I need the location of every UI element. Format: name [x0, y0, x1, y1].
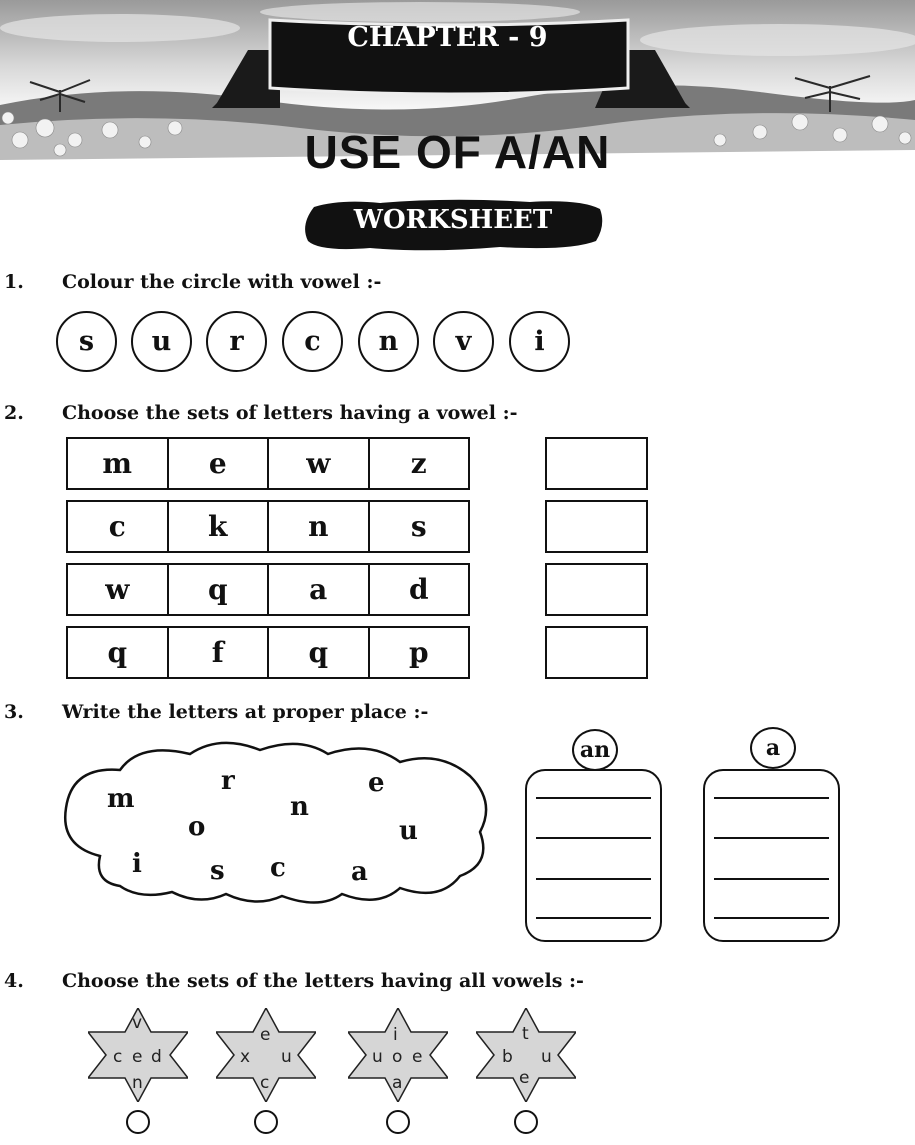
- star-letter: o: [392, 1047, 403, 1067]
- q3-instruction: Write the letters at proper place :-: [62, 701, 429, 723]
- cloud-letter: i: [132, 849, 142, 879]
- answer-circle[interactable]: [126, 1110, 150, 1134]
- writing-line[interactable]: [714, 797, 829, 799]
- letter-cell: m: [68, 439, 169, 488]
- letter-circle[interactable]: u: [131, 311, 192, 372]
- star-letter: e: [132, 1047, 143, 1067]
- letter-cell: q: [169, 565, 270, 614]
- star-letter: v: [132, 1013, 143, 1033]
- letter-cell: q: [269, 628, 370, 677]
- a-tag: [750, 727, 796, 769]
- star-letter: i: [393, 1025, 398, 1045]
- star-letter: b: [502, 1047, 513, 1067]
- a-label: a: [765, 735, 781, 761]
- an-tag: [572, 729, 618, 771]
- cloud-letter: e: [368, 768, 385, 798]
- letter-circle[interactable]: n: [358, 311, 419, 372]
- star-letter: e: [412, 1047, 423, 1067]
- q4-instruction: Choose the sets of the letters having all vowels :-: [62, 970, 584, 992]
- an-label: an: [579, 737, 611, 763]
- star-letter: c: [260, 1073, 270, 1093]
- letter-set-row: [66, 626, 470, 679]
- letter-cell: n: [269, 502, 370, 551]
- worksheet-label: WORKSHEET: [353, 205, 553, 235]
- cloud-letter: o: [188, 812, 206, 842]
- an-word-box: [525, 769, 662, 942]
- cloud-letter: r: [221, 766, 235, 796]
- cloud-letter: a: [351, 857, 368, 887]
- star-letter: d: [151, 1047, 162, 1067]
- answer-circle[interactable]: [254, 1110, 278, 1134]
- writing-line[interactable]: [714, 917, 829, 919]
- letter-circle[interactable]: s: [56, 311, 117, 372]
- letter-cell: d: [408, 573, 429, 606]
- letter-cell: a: [269, 565, 370, 614]
- star-letter: a: [392, 1073, 403, 1093]
- q4-number: 4.: [4, 970, 24, 992]
- star-letter: u: [541, 1047, 552, 1067]
- letter-cell: k: [169, 502, 270, 551]
- writing-line[interactable]: [536, 917, 651, 919]
- star-letter: u: [281, 1047, 292, 1067]
- answer-circle[interactable]: [514, 1110, 538, 1134]
- letter-circle[interactable]: v: [433, 311, 494, 372]
- q2-number: 2.: [4, 402, 24, 424]
- letter-cell: w: [269, 439, 370, 488]
- letter-cell: p: [408, 636, 429, 669]
- letter-cell: q: [68, 628, 169, 677]
- letter-cell: c: [68, 502, 169, 551]
- letter-cell: e: [169, 439, 270, 488]
- letter-set-row: [66, 500, 470, 553]
- answer-box[interactable]: [545, 500, 648, 553]
- answer-box[interactable]: [545, 626, 648, 679]
- answer-box[interactable]: [545, 437, 648, 490]
- star-letter: e: [519, 1068, 530, 1088]
- star-letter: t: [522, 1024, 529, 1044]
- q1-number: 1.: [4, 271, 24, 293]
- answer-box[interactable]: [545, 563, 648, 616]
- cloud-letter: m: [107, 784, 135, 814]
- cloud-letter: c: [270, 853, 286, 883]
- page-title: USE OF A/AN: [304, 126, 611, 178]
- q3-number: 3.: [4, 701, 24, 723]
- letter-set-row: [66, 437, 470, 490]
- star-letter: c: [113, 1047, 123, 1067]
- chapter-heading: CHAPTER - 9: [347, 22, 548, 53]
- letter-circle[interactable]: i: [509, 311, 570, 372]
- letter-cell: f: [169, 628, 270, 677]
- star-letter: e: [260, 1025, 271, 1045]
- letter-cell: w: [68, 565, 169, 614]
- q2-instruction: Choose the sets of letters having a vowel :-: [62, 402, 518, 424]
- star-letter: u: [372, 1047, 383, 1067]
- answer-circle[interactable]: [386, 1110, 410, 1134]
- cloud-letter: n: [290, 792, 309, 822]
- star-letter: n: [132, 1073, 143, 1093]
- letter-cell: s: [410, 510, 427, 543]
- a-word-box: [703, 769, 840, 942]
- writing-line[interactable]: [536, 837, 651, 839]
- writing-line[interactable]: [714, 837, 829, 839]
- letter-circle[interactable]: r: [206, 311, 267, 372]
- letter-cell: z: [410, 447, 427, 480]
- cloud-letter: u: [399, 816, 418, 846]
- cloud-letter: s: [210, 856, 225, 886]
- writing-line[interactable]: [536, 797, 651, 799]
- letter-set-row: [66, 563, 470, 616]
- star-letter: x: [240, 1047, 251, 1067]
- q1-instruction: Colour the circle with vowel :-: [62, 271, 382, 293]
- letter-circle[interactable]: c: [282, 311, 343, 372]
- writing-line[interactable]: [536, 878, 651, 880]
- writing-line[interactable]: [714, 878, 829, 880]
